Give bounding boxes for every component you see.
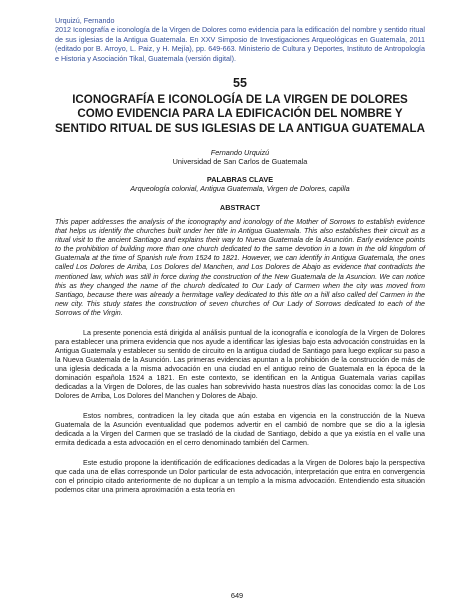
body-paragraph-1: La presente ponencia está dirigida al análisis puntual de la iconografía e iconología de la Virgen de Dolores para establecer una primera evidencia que nos ayude a identificar las iglesias bajo esta advocación construidas en la Antigua Guatemala y establecer su sentido de circuito en la antigua ciudad de Santiago para luego explicar su paso a la Nueva Guatemala de la Asunción. Las primeras evidencias apuntan a la prohibición de la construcción de más de una iglesia dedicada a la misma advocación en una ciudad en el antiguo reino de Guatemala en la época de la dominación española 1524 a 1821. En este contexto, se identifican en la Antigua Guatemala varias capillas dedicadas a la Virgen de Dolores, de las cuales han sobrevivido hasta nuestros días las conocidas como: la de Los Dolores de Arriba, Los Dolores del Manchen y Dolores de Abajo. bbox=[55, 328, 425, 401]
keywords-text: Arqueología colonial, Antigua Guatemala, Virgen de Dolores, capilla bbox=[130, 184, 350, 194]
citation-author: Urquizú, Fernando bbox=[55, 16, 115, 25]
paper-page bbox=[55, 16, 425, 496]
author-name: Fernando Urquizú bbox=[210, 148, 270, 158]
page-number: 649 bbox=[230, 591, 244, 600]
chapter-number: 55 bbox=[233, 76, 247, 91]
author-affiliation: Universidad de San Carlos de Guatemala bbox=[172, 157, 308, 167]
body-paragraph-2: Estos nombres, contradicen la ley citada que aún estaba en vigencia en la construcción de la Nueva Guatemala de la Asunción eventualidad que podemos advertir en el cambió de nombre que se dio a la iglesia dedicada a la Virgen del Carmen que se trasladó de la ciudad de Santiago, debido a que ya existía en el valle una ermita dedicada a esta advocación en el cerro denominado también del Carmen. bbox=[55, 412, 425, 448]
keywords-heading: PALABRAS CLAVE bbox=[206, 175, 274, 185]
body-paragraph-3: Este estudio propone la identificación de edificaciones dedicadas a la Virgen de Dolores bajo la perspectiva que cada una de ellas corresponde un Dolor particular de esta advocación, interpretación que entra en convergencia con el principio citado anteriormente de no duplicar a un templo a la misma advocación. Entendiendo esta situación podemos citar una primera aproximación a esta teoría en bbox=[55, 459, 425, 495]
citation-reference: 2012 Iconografía e iconología de la Virgen de Dolores como evidencia para la edificación del nombre y sentido ritual de sus iglesias de la Antigua Guatemala. En XXV Simposio de Investigaciones Arqueológicas en Guatemala, 2011 (editado por B. Arroyo, L. Paiz, y H. Mejía), pp. 649-663. Ministerio de Cultura y Deportes, Instituto de Antropología e Historia y Asociación Tikal, Guatemala (versión digital). bbox=[55, 25, 425, 63]
author-block bbox=[55, 148, 425, 166]
abstract-text: This paper addresses the analysis of the iconography and iconology of the Mother of Sorrows to establish evidence that helps us identify the churches built under her title in Antigua Guatemala. This also establishes their circuit as a ritual visit to the ancient Santiago and explains their way to Nueva Guatemala de la Asunción. Early evidence points to the prohibition of building more than one church dedicated to the same devotion in a town in the old kingdom of Guatemala at the time of Spanish rule from 1524 to 1821. However, we can identify in Antigua Guatemala, the ones called Los Dolores de Arriba, Los Dolores del Manchen, and Los Dolores de Abajo as evidence that contradicts the mentioned law, which was still in force during the construction of the New Guatemala de la Asuncion. We can notice this as they changed the name of the church dedicated to Our Lady of Carmen when the city was moved from Santiago, because there was already a hermitage valley dedicated to this title on a hill also called del Carmen in the new city. This study states the construction of seven churches of Our Lady of Sorrows dedicated to each of the Sorrows of the Virgin. bbox=[55, 218, 425, 317]
paper-title: ICONOGRAFÍA E ICONOLOGÍA DE LA VIRGEN DE DOLORES COMO EVIDENCIA PARA LA EDIFICACIÓN DEL NOMBRE Y SENTIDO RITUAL DE SUS IGLESIAS DE LA ANTIGUA GUATEMALA bbox=[55, 93, 425, 135]
abstract-heading: ABSTRACT bbox=[219, 203, 261, 213]
citation-block bbox=[55, 16, 425, 63]
